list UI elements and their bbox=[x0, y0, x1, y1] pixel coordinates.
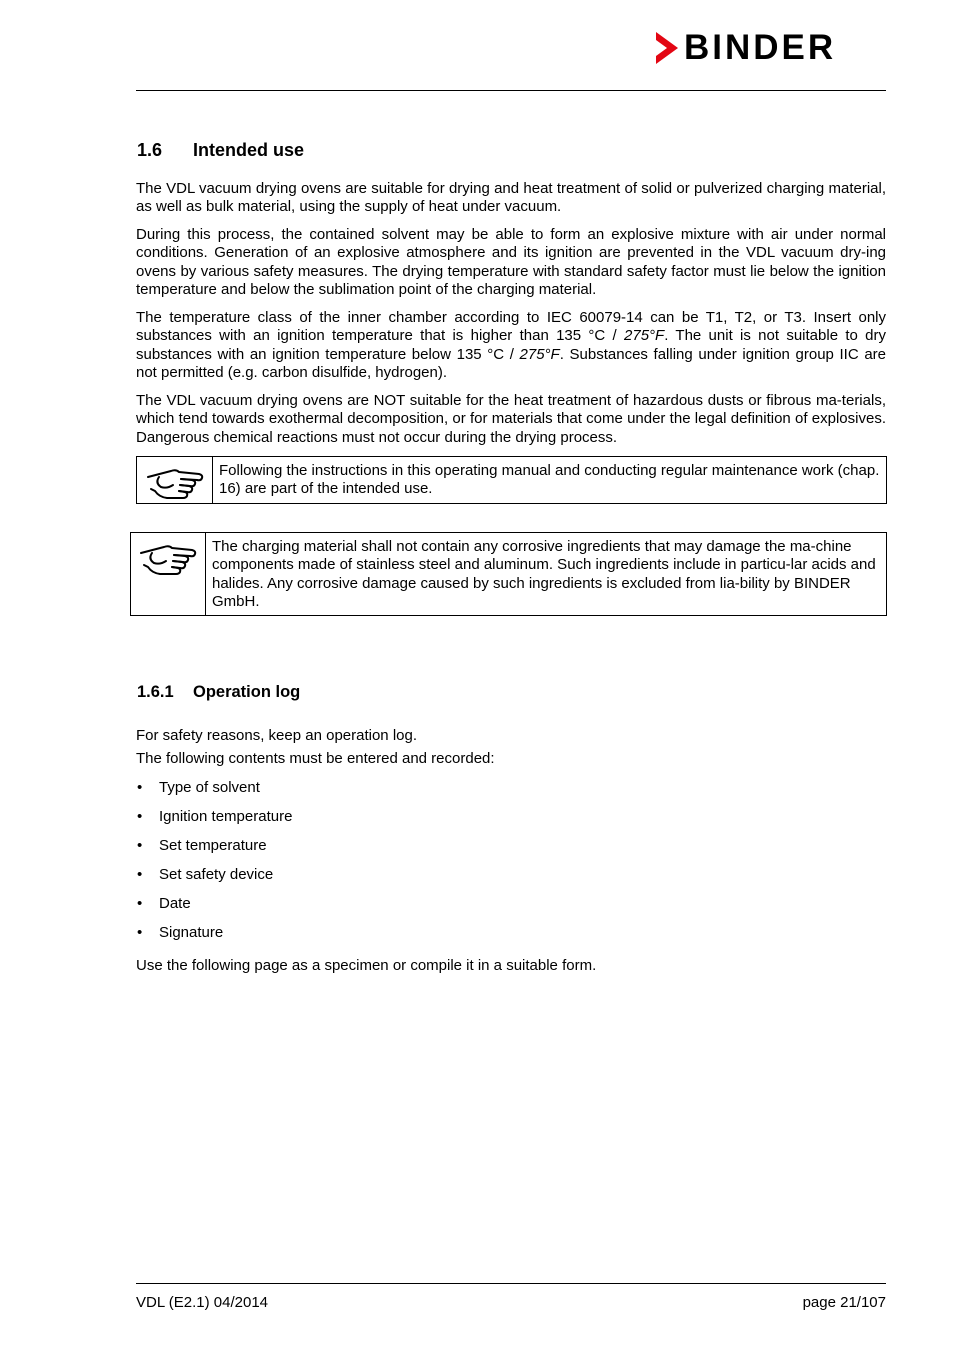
subsection-heading bbox=[137, 682, 300, 702]
header-rule bbox=[136, 90, 886, 91]
list-item: • Set safety device bbox=[136, 866, 292, 895]
list-item: • Type of solvent bbox=[136, 779, 292, 808]
operation-log-intro-1: For safety reasons, keep an operation log. bbox=[136, 727, 418, 744]
list-item: • Ignition temperature bbox=[136, 808, 292, 837]
paragraph-purpose: The VDL vacuum drying ovens are suitable for drying and heat treatment of solid or pulverized charging material, as well as bulk material, using the supply of heat under vacuum. bbox=[136, 180, 886, 216]
note-box-corrosive bbox=[130, 532, 887, 616]
note-box-maintenance bbox=[136, 456, 887, 504]
temp-fahrenheit-1: 275°F bbox=[624, 327, 665, 345]
subsection-title: Operation log bbox=[193, 683, 301, 701]
temp-fahrenheit-2: 275°F bbox=[519, 345, 560, 363]
pointing-hand-icon bbox=[145, 463, 205, 503]
note-text-corrosive: The charging material shall not contain any corrosive ingredients that may damage the ma-chine components made of stainless steel and aluminum. Such ingredients include in particu-lar acids and halides. Any corrosive damage caused by such ingredients is excluded from lia-bility by BINDER GmbH. bbox=[212, 538, 876, 610]
binder-arrow-icon bbox=[654, 30, 680, 66]
list-item: • Signature bbox=[136, 924, 292, 953]
operation-log-list bbox=[136, 779, 292, 953]
footer-page-number: page 21/107 bbox=[802, 1294, 886, 1311]
note-text-maintenance: Following the instructions in this operating manual and conducting regular maintenance work (chap. 16) are part of the intended use. bbox=[219, 462, 880, 498]
paragraph-temperature-class bbox=[136, 309, 886, 383]
list-item: • Set temperature bbox=[136, 837, 292, 866]
pointing-hand-icon bbox=[138, 539, 198, 579]
temp-text-2: . The unit is not suitable to dry substances with an ignition temperature below 135 °C / bbox=[136, 327, 886, 363]
binder-logo bbox=[654, 28, 888, 68]
section-title: Intended use bbox=[193, 140, 305, 160]
footer-document-id: VDL (E2.1) 04/2014 bbox=[136, 1294, 269, 1311]
list-item: • Date bbox=[136, 895, 292, 924]
footer-rule bbox=[136, 1283, 886, 1284]
logo-text: BINDER bbox=[684, 28, 837, 67]
section-heading bbox=[137, 139, 304, 161]
operation-log-intro-2: The following contents must be entered and recorded: bbox=[136, 750, 495, 767]
section-number: 1.6 bbox=[137, 140, 163, 160]
note-icon-cell bbox=[137, 457, 213, 503]
operation-log-closing: Use the following page as a specimen or compile it in a suitable form. bbox=[136, 957, 597, 974]
subsection-number: 1.6.1 bbox=[137, 683, 174, 701]
temp-text-1: The temperature class of the inner chamber according to IEC 60079-14 can be T1, T2, or T3. Insert only substances with an ignition temperature that is higher than 135 °C / bbox=[136, 309, 886, 345]
temp-text-3: . Substances falling under ignition group IIC are not permitted (e.g. carbon disulfide, hydrogen). bbox=[136, 345, 886, 382]
paragraph-process: During this process, the contained solvent may be able to form an explosive mixture with air under normal conditions. Generation of an explosive atmosphere and its ignition are prevented in the VDL vacuum dry-ing ovens by various safety measures. The drying temperature with standard safety factor must lie below the ignition temperature and below the sublimation point of the charging material. bbox=[136, 226, 886, 299]
note-icon-cell bbox=[131, 533, 206, 615]
paragraph-not-suitable: The VDL vacuum drying ovens are NOT suitable for the heat treatment of hazardous dusts or fibrous ma-terials, which tend towards exothermal decomposition, or for materials that come under the legal definition of explosives. Dangerous chemical reactions must not occur during the drying process. bbox=[136, 392, 886, 446]
